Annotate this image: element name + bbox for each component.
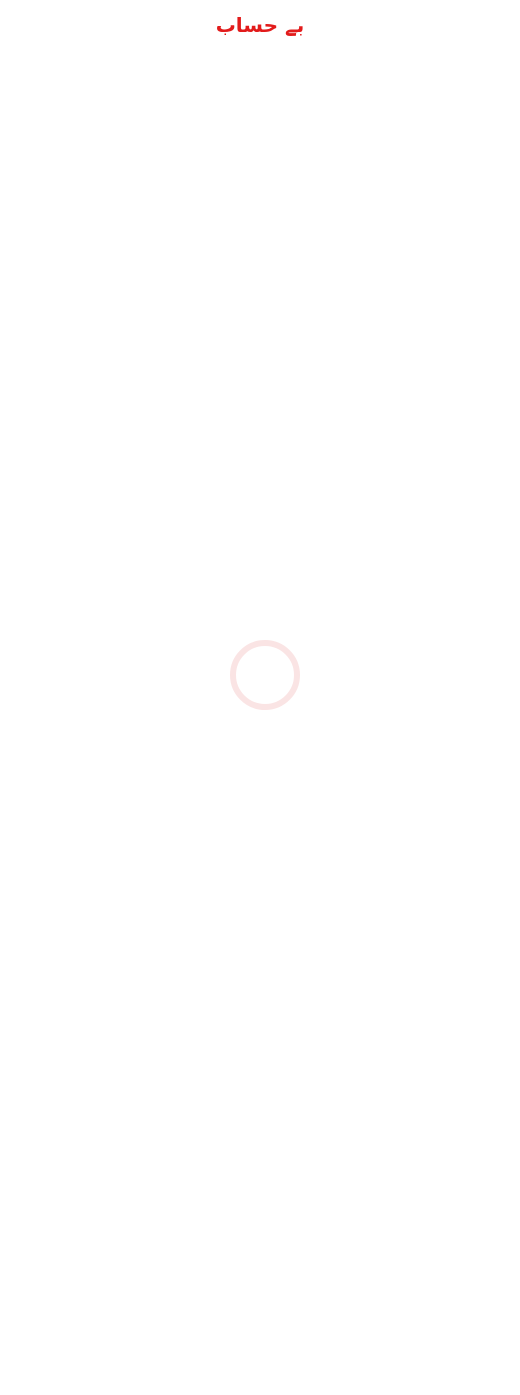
paragraph-3 (10, 448, 510, 1048)
article-title: بے حساب (215, 13, 305, 37)
pullquote-1 (10, 390, 510, 442)
paragraph-2 (10, 218, 510, 386)
paragraph-5 (10, 1264, 510, 1306)
paragraph-1 (10, 46, 510, 214)
pullquote-2 (10, 1052, 510, 1104)
paragraph-4 (10, 1110, 510, 1260)
